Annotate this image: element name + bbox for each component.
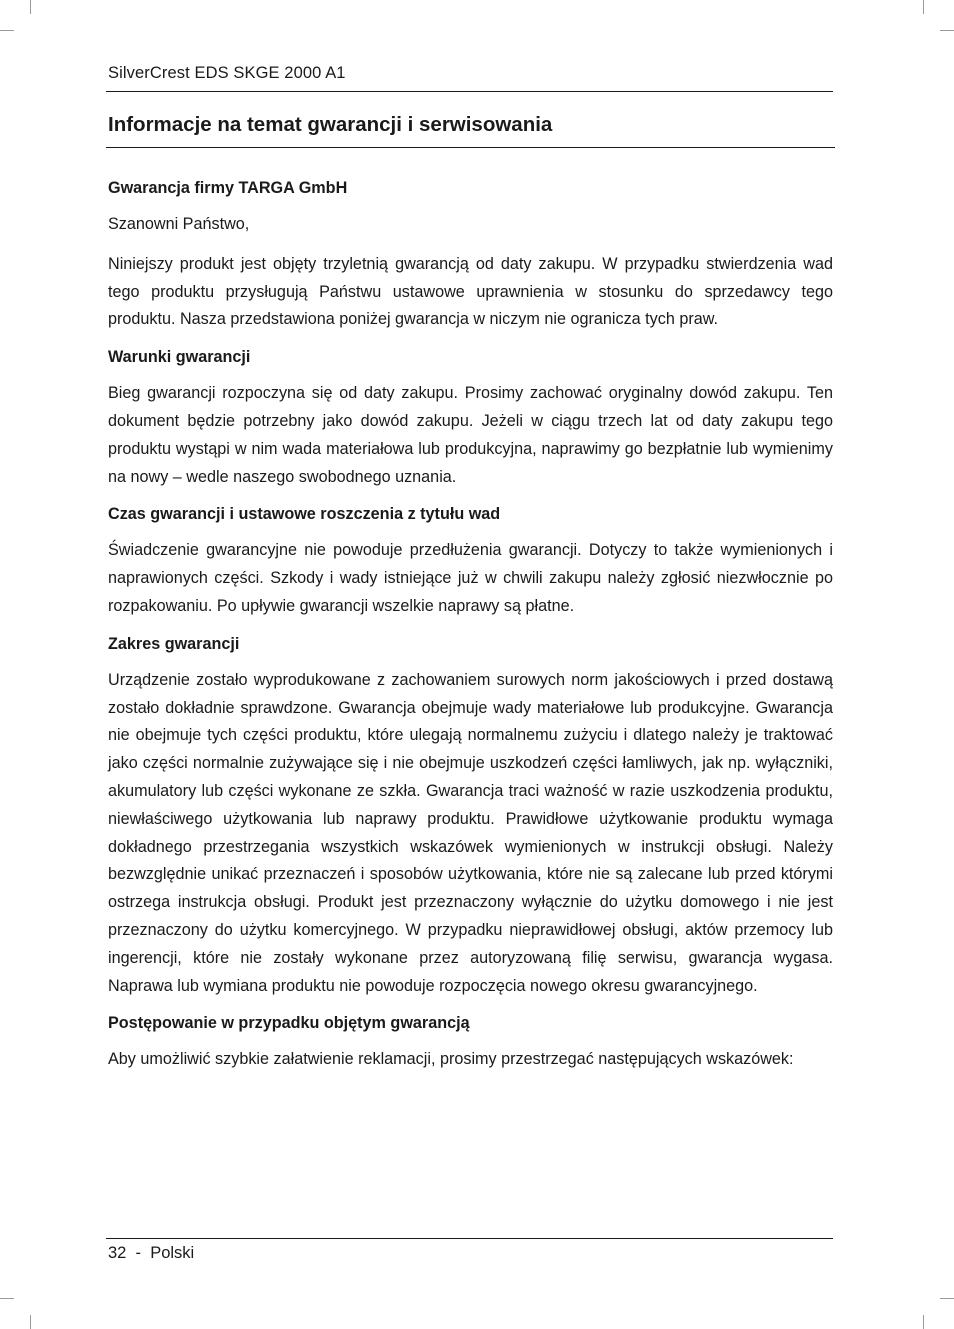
section-heading: Zakres gwarancji	[108, 634, 240, 653]
paragraph: Urządzenie zostało wyprodukowane z zachowaniem surowych norm jakościowych i przed dostawą zostało dokładnie sprawdzone. Gwarancja obejmuje wady materiałowe lub produkcyjne. Gwarancja nie obejmuje tych części produktu, które ulegają normalnemu zużyciu i dlatego należy je traktować jako części normalnie zużywające się i nie obejmuje uszkodzeń części łamliwych, jak np. wyłączniki, akumulatory lub części wykonane ze szkła. Gwarancja traci ważność w razie uszkodzenia produktu, niewłaściwego użytkowania lub naprawy produktu. Prawidłowe użytkowanie produktu wymaga dokładnego przestrzegania wszystkich wskazówek wymienionych w instrukcji obsługi. Należy bezwzględnie unikać przeznaczeń i sposobów użytkowania, które nie są zalecane lub przed którymi ostrzega instrukcja obsługi. Produkt jest przeznaczony wyłącznie do użytku domowego i nie jest przeznaczony do użytku komercyjnego. W przypadku nieprawidłowej obsługi, aktów przemocy lub ingerencji, które nie zostały wykonane przez autoryzowaną filię serwisu, gwarancja wygasa. Naprawa lub wymiana produktu nie powoduje rozpoczęcia nowego okresu gwarancyjnego.	[108, 670, 833, 995]
crop-mark-bottom-right-h	[940, 1298, 954, 1299]
page-title: Informacje na temat gwarancji i serwisowania	[108, 113, 553, 136]
crop-mark-top-left-h	[0, 30, 14, 31]
section-warranty-conditions	[108, 347, 833, 491]
paragraph: Aby umożliwić szybkie załatwienie reklamacji, prosimy przestrzegać następujących wskazówek:	[108, 1050, 794, 1069]
section-heading: Postępowanie w przypadku objętym gwarancją	[108, 1014, 470, 1033]
page-footer	[108, 1244, 194, 1263]
paragraph: Niniejszy produkt jest objęty trzyletnią gwarancją od daty zakupu. W przypadku stwierdzenia wad tego produktu przysługują Państwu ustawowe uprawnienia w stosunku do sprzedawcy tego produktu. Nasza przedstawiona poniżej gwarancja w niczym nie ogranicza tych praw.	[108, 254, 833, 329]
header-rule	[106, 91, 833, 92]
footer-language: Polski	[150, 1244, 195, 1262]
section-warranty-procedure	[108, 1013, 833, 1074]
section-heading: Warunki gwarancji	[108, 348, 251, 367]
crop-mark-bottom-left	[30, 1315, 31, 1329]
document-body	[108, 178, 833, 1087]
crop-mark-bottom-right	[923, 1315, 924, 1329]
section-warranty-targa	[108, 178, 833, 334]
crop-mark-top-left	[30, 0, 31, 14]
crop-mark-top-right-h	[940, 30, 954, 31]
section-heading: Czas gwarancji i ustawowe roszczenia z tytułu wad	[108, 505, 501, 524]
footer-separator: -	[135, 1244, 142, 1262]
section-warranty-scope	[108, 634, 833, 1001]
title-rule	[106, 147, 835, 148]
section-heading: Gwarancja firmy TARGA GmbH	[108, 179, 348, 197]
paragraph-salutation: Szanowni Państwo,	[108, 215, 250, 233]
footer-rule	[106, 1238, 833, 1239]
paragraph: Bieg gwarancji rozpoczyna się od daty zakupu. Prosimy zachować oryginalny dowód zakupu. Ten dokument będzie potrzebny jako dowód zakupu. Jeżeli w ciągu trzech lat od daty zakupu tego produktu wystąpi w nim wada materiałowa lub produkcyjna, naprawimy go bezpłatnie lub wymienimy na nowy – wedle naszego swobodnego uznania.	[108, 384, 833, 486]
crop-mark-top-right	[923, 0, 924, 14]
running-header: SilverCrest EDS SKGE 2000 A1	[108, 64, 346, 82]
paragraph: Świadczenie gwarancyjne nie powoduje przedłużenia gwarancji. Dotyczy to także wymienionych i naprawionych części. Szkody i wady istniejące już w chwili zakupu należy zgłosić niezwłocznie po rozpakowaniu. Po upływie gwarancji wszelkie naprawy są płatne.	[108, 541, 833, 615]
section-warranty-period	[108, 504, 833, 620]
page-number: 32	[108, 1244, 127, 1262]
crop-mark-bottom-left-h	[0, 1298, 14, 1299]
